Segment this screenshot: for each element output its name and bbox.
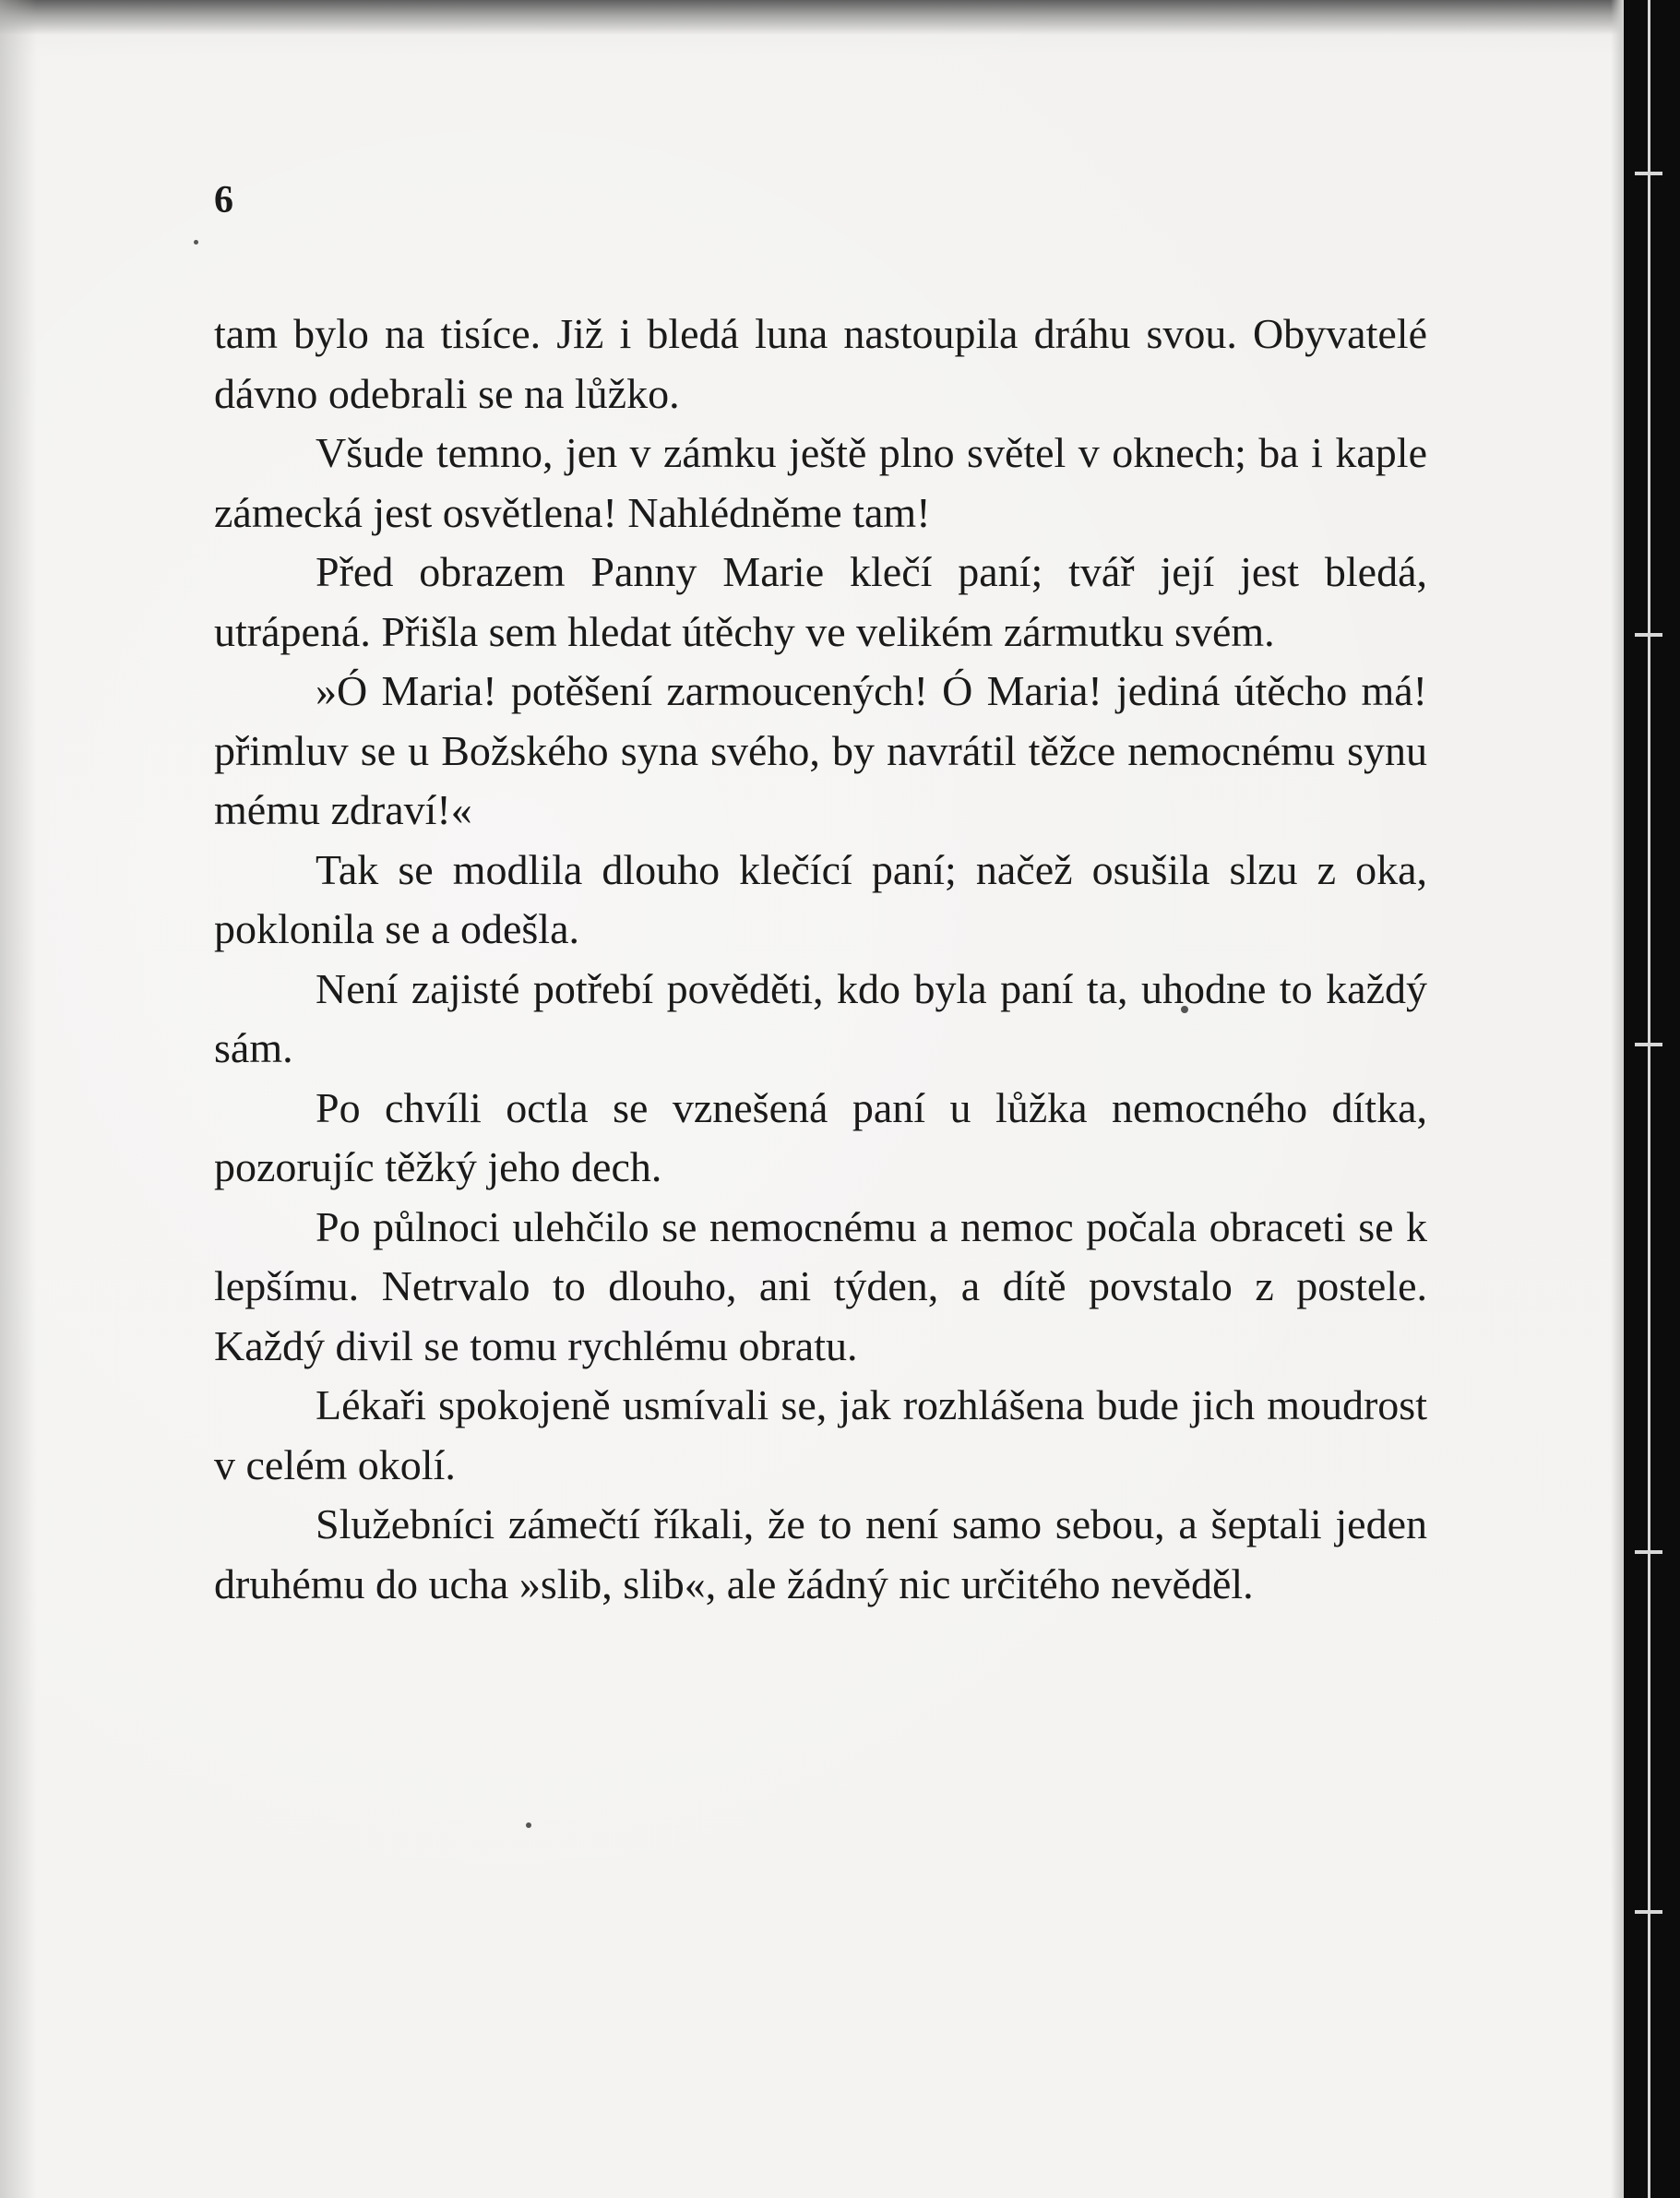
paragraph: Lékaři spokojeně usmívali se, jak rozhlášena bude jich moudrost v celém okolí. bbox=[214, 1381, 1427, 1488]
left-edge-shadow bbox=[0, 0, 37, 2198]
page-number: 6 bbox=[214, 179, 233, 221]
paragraph: »Ó Maria! potěšení zarmoucených! Ó Maria! jediná útěcho má! přimluv se u Božského syna svého, by navrátil těžce nemocnému synu mému zdraví!« bbox=[214, 667, 1427, 833]
paragraph: Služebníci zámečtí říkali, že to není samo sebou, a šeptali jeden druhému do ucha »slib, slib«, ale žádný nic určitého nevěděl. bbox=[214, 1500, 1427, 1607]
paragraph: tam bylo na tisíce. Již i bledá luna nastoupila dráhu svou. Obyvatelé dávno odebrali se na lůžko. bbox=[214, 310, 1427, 417]
paragraph: Není zajisté potřebí pověděti, kdo byla paní ta, uhodne to každý sám. bbox=[214, 964, 1427, 1071]
paragraph: Všude temno, jen v zámku ještě plno světel v oknech; ba i kaple zámecká jest osvětlena! Nahlédněme tam! bbox=[214, 429, 1427, 536]
binding-strip bbox=[1624, 0, 1680, 2198]
paragraph: Před obrazem Panny Marie klečí paní; tvář její jest bledá, utrápená. Přišla sem hledat útěchy ve velikém zármutku svém. bbox=[214, 548, 1427, 655]
binding-stitch bbox=[1635, 633, 1662, 637]
binding-thread bbox=[1648, 0, 1650, 2198]
dust-speck bbox=[526, 1822, 531, 1828]
paragraph: Po chvíli octla se vznešená paní u lůžka nemocného dítka, pozorujíc těžký jeho dech. bbox=[214, 1083, 1427, 1190]
paragraph: Po půlnoci ulehčilo se nemocnému a nemoc počala obraceti se k lepšímu. Netrvalo to dlouho, ani týden, a dítě povstalo z postele. Každý divil se tomu rychlému obratu. bbox=[214, 1202, 1427, 1369]
binding-stitch bbox=[1635, 1043, 1662, 1046]
top-edge-shadow bbox=[0, 0, 1680, 35]
body-text bbox=[214, 305, 1427, 1614]
dust-speck bbox=[194, 240, 198, 245]
paragraph: Tak se modlila dlouho klečící paní; načež osušila slzu z oka, poklonila se a odešla. bbox=[214, 845, 1427, 952]
binding-stitch bbox=[1635, 172, 1662, 175]
binding-stitch bbox=[1635, 1550, 1662, 1554]
binding-stitch bbox=[1635, 1910, 1662, 1914]
